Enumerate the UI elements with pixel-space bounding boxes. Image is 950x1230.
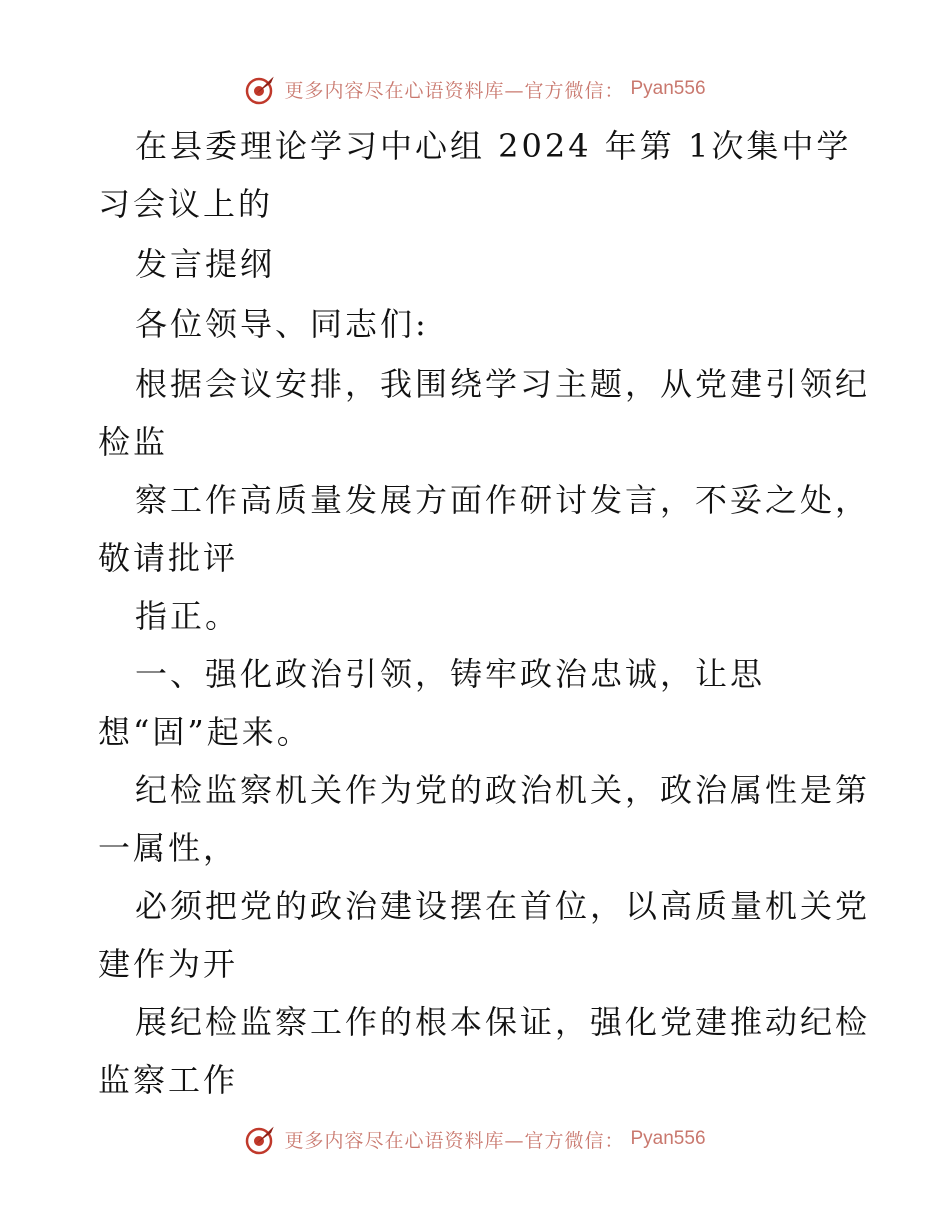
section-heading-1-line-2: 想“固”起来。 <box>98 713 312 751</box>
title-line-1: 在县委理论学习中心组 2024 年第 1次集中学 <box>135 127 852 165</box>
watermark-text: 更多内容尽在心语资料库—官方微信： <box>284 1129 625 1152</box>
paragraph-1-line-1: 根据会议安排，我围绕学习主题，从党建引领纪 <box>135 365 871 403</box>
watermark-wechat-id: Pyan556 <box>630 78 706 99</box>
paragraph-1-line-2: 检监 <box>98 423 169 461</box>
paragraph-1-line-3: 察工作高质量发展方面作研讨发言，不妥之处， <box>135 481 871 519</box>
quill-pen-logo-icon <box>244 1122 278 1156</box>
watermark-text: 更多内容尽在心语资料库—官方微信： <box>284 79 625 102</box>
salutation: 各位领导、同志们: <box>135 305 429 343</box>
paragraph-1-line-5: 指正。 <box>135 597 241 635</box>
title-line-2: 习会议上的 <box>98 185 274 223</box>
title-line-3: 发言提纲 <box>135 245 276 283</box>
paragraph-2-line-2: 一属性， <box>98 829 239 867</box>
paragraph-2-line-6: 监察工作 <box>98 1061 239 1099</box>
watermark-footer <box>0 1122 950 1156</box>
paragraph-2-line-1: 纪检监察机关作为党的政治机关，政治属性是第 <box>135 771 871 809</box>
paragraph-1-line-4: 敬请批评 <box>98 539 239 577</box>
watermark-wechat-id: Pyan556 <box>630 1128 706 1149</box>
paragraph-2-line-4: 建作为开 <box>98 945 239 983</box>
watermark-header <box>0 72 950 106</box>
paragraph-2-line-3: 必须把党的政治建设摆在首位，以高质量机关党 <box>135 887 871 925</box>
paragraph-2-line-5: 展纪检监察工作的根本保证，强化党建推动纪检 <box>135 1003 871 1041</box>
section-heading-1-line-1: 一、强化政治引领，铸牢政治忠诚，让思 <box>135 655 766 693</box>
quill-pen-logo-icon <box>244 72 278 106</box>
